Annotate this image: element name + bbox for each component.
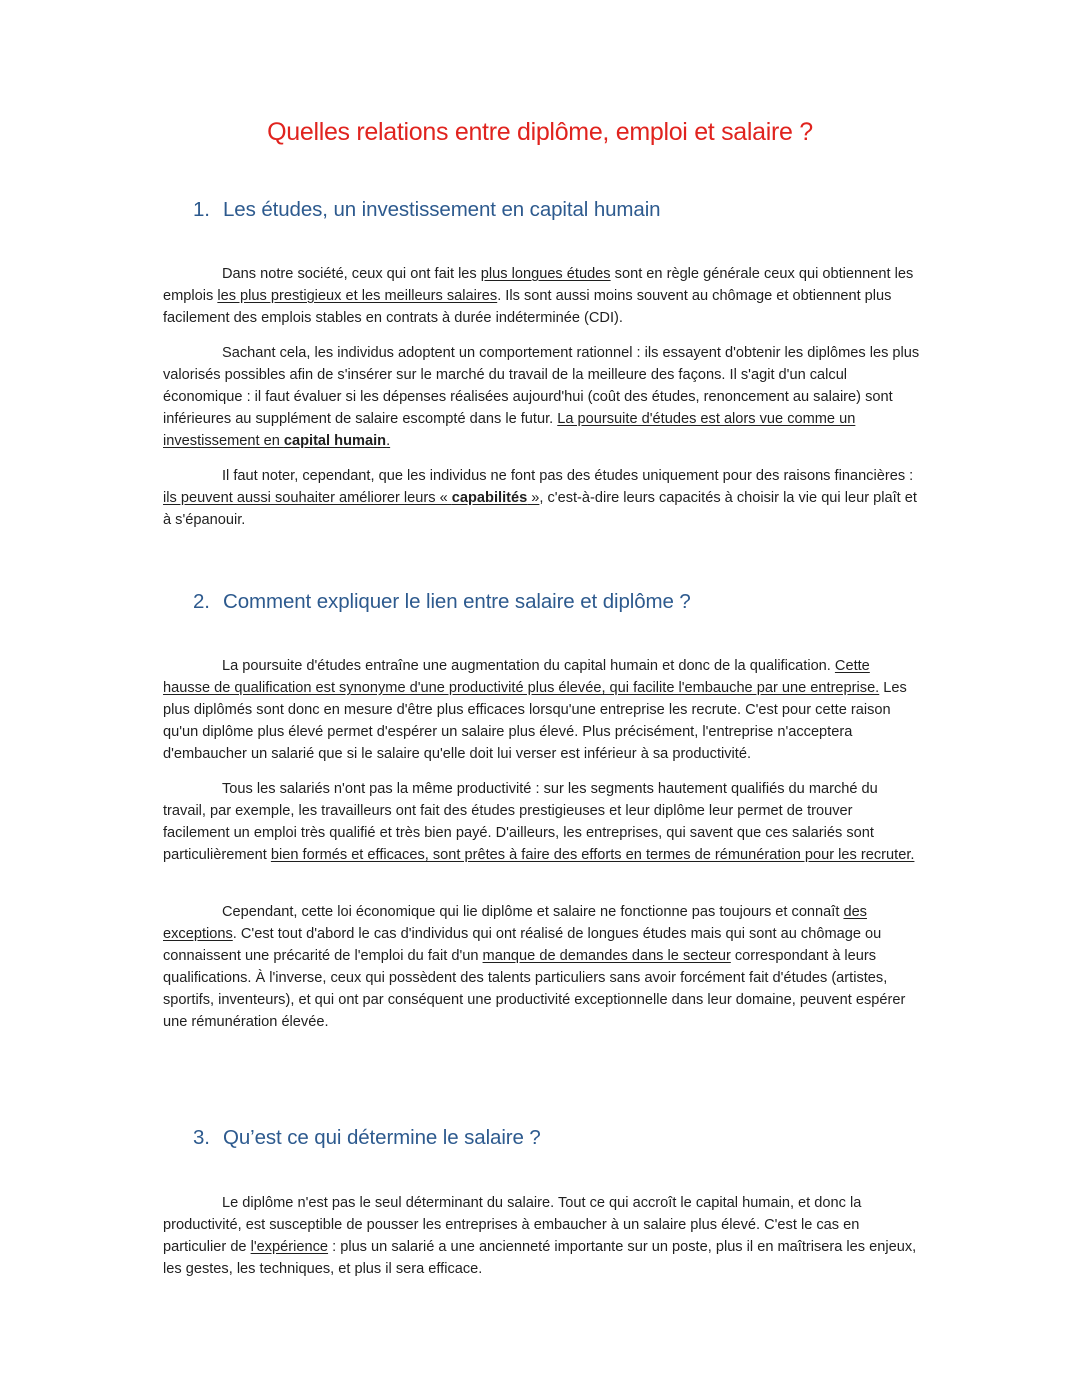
section-2-paragraph-1: La poursuite d'études entraîne une augmentation du capital humain et donc de la qualification. Cette hausse de qualification est synonyme d'une productivité plus élevée, qui facilite l'embauche par une entreprise. Les plus diplômés sont donc en mesure d'être plus efficaces lorsqu'une entreprise les recrute. C'est pour cette raison qu'un diplôme plus élevé permet d'espérer un salaire plus élevé. Plus précisément, l'entreprise n'acceptera d'embaucher un salarié que si le salaire qu'elle doit lui verser est inférieur à sa productivité.: [163, 658, 907, 762]
section-1-paragraph-3: Il faut noter, cependant, que les individus ne font pas des études uniquement pour des raisons financières : ils peuvent aussi souhaiter améliorer leurs « capabilités », c'est-à-dire leurs capacités à choisir la vie qui leur plaît et à s'épanouir.: [163, 468, 917, 528]
underlined-text: Cette hausse de qualification est synonyme d'une productivité plus élevée, qui facilite l'embauche par une entreprise.: [163, 658, 880, 696]
section-title: Les études, un investissement en capital humain: [223, 198, 661, 221]
section-number: 3.: [193, 1126, 210, 1149]
underlined-text: manque de demandes dans le secteur: [482, 948, 731, 964]
underlined-text: plus longues études: [480, 266, 611, 282]
section-title: Comment expliquer le lien entre salaire et diplôme ?: [223, 590, 691, 613]
section-2-paragraph-3: Cependant, cette loi économique qui lie diplôme et salaire ne fonctionne pas toujours et connaît des exceptions. C'est tout d'abord le cas d'individus qui ont réalisé de longues études mais qui sont au chômage ou connaissent une précarité de l'emploi du fait d'un manque de demandes dans le secteur correspondant à leurs qualifications. À l'inverse, ceux qui possèdent des talents particuliers sans avoir forcément fait d'études (artistes, sportifs, inventeurs), et qui ont par conséquent une productivité exceptionnelle dans leur domaine, peuvent espérer une rémunération élevée.: [163, 904, 906, 1030]
section-1-paragraph-1: Dans notre société, ceux qui ont fait les plus longues études sont en règle générale ceux qui obtiennent les emplois les plus prestigieux et les meilleurs salaires. Ils sont aussi moins souvent au chômage et obtiennent plus facilement des emplois stables en contrats à durée indéterminée (CDI).: [163, 266, 914, 326]
page-title: Quelles relations entre diplôme, emploi et salaire ?: [267, 118, 813, 146]
section-title: Qu’est ce qui détermine le salaire ?: [223, 1126, 541, 1149]
section-1-paragraph-2: Sachant cela, les individus adoptent un comportement rationnel : ils essayent d'obtenir les diplômes les plus valorisés possibles afin de s'insérer sur le marché du travail de la meilleure des façons. Il s'agit d'un calcul économique : il faut évaluer si les dépenses réalisées aujourd'hui (coût des études, renoncement au salaire) sont inférieures au supplément de salaire escompté dans le futur. La poursuite d'études est alors vue comme un investissement en capital humain.: [163, 345, 920, 449]
section-3-paragraph-1: Le diplôme n'est pas le seul déterminant du salaire. Tout ce qui accroît le capital humain, et donc la productivité, est susceptible de pousser les entreprises à embaucher à un salaire plus élevé. C'est le cas en particulier de l'expérience : plus un salarié a une ancienneté importante sur un poste, plus il en maîtrisera les enjeux, les gestes, les techniques, et plus il sera efficace.: [163, 1195, 917, 1277]
section-3-heading: [193, 1126, 541, 1150]
section-1-heading: [193, 198, 660, 222]
underlined-text: des exceptions: [163, 904, 867, 942]
bold-underlined-text: capabilités: [451, 490, 528, 506]
section-2-paragraph-2: Tous les salariés n'ont pas la même productivité : sur les segments hautement qualifiés du marché du travail, par exemple, les travailleurs ont fait des études prestigieuses et leur diplôme leur permet de trouver facilement un emploi très qualifié et très bien payé. D'ailleurs, les entreprises, qui savent que ces salariés sont particulièrement bien formés et efficaces, sont prêtes à faire des efforts en termes de rémunération pour les recruter.: [163, 781, 915, 863]
underlined-text: La poursuite d'études est alors vue comme un investissement en: [163, 411, 856, 449]
bold-underlined-text: capital humain: [283, 433, 387, 449]
section-2-heading: [193, 590, 691, 614]
underlined-text: les plus prestigieux et les meilleurs salaires: [217, 288, 498, 304]
underlined-text: ils peuvent aussi souhaiter améliorer leurs «: [163, 490, 452, 506]
section-number: 1.: [193, 198, 210, 221]
underlined-text: l'expérience: [250, 1239, 329, 1255]
section-number: 2.: [193, 590, 210, 613]
underlined-text: bien formés et efficaces, sont prêtes à faire des efforts en termes de rémunération pour les recruter.: [270, 847, 915, 863]
